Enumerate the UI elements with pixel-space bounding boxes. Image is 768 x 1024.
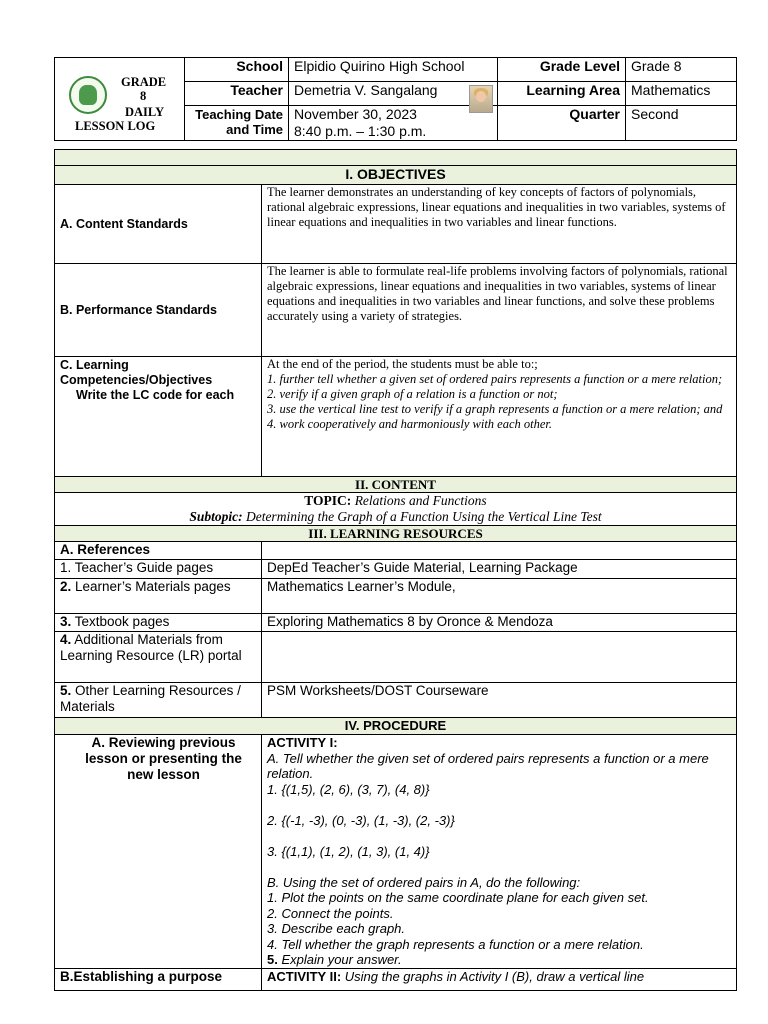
spacer-band [55,150,737,166]
lesson-log-page [54,57,736,991]
competency-item: 2. verify if a given graph of a relation is a function or not; [267,387,558,401]
school-logo-cell [55,58,185,141]
grade-label: GRADE [121,75,167,89]
content-title: II. CONTENT [55,477,737,493]
quarter-label: Quarter [498,106,626,141]
competencies-cell [262,357,737,477]
date-value: November 30, 2023 [294,106,417,122]
subtopic-line: Subtopic: Determining the Graph of a Function Using the Vertical Line Test [189,509,602,524]
references-label: A. References [55,542,262,560]
learning-area-value: Mathematics [626,82,737,106]
resource-label: 5. Other Learning Resources / Materials [55,683,262,718]
resource-value: Mathematics Learner’s Module, [262,579,737,614]
resource-label: 1. Teacher’s Guide pages [55,560,262,579]
ordered-pair-set: 2. {(-1, -3), (0, -3), (1, -3), (2, -3)} [267,812,455,828]
competencies-intro: At the end of the period, the students must be able to:; [267,357,538,371]
activity1-title: ACTIVITY I: [267,735,338,750]
performance-standards-text: The learner is able to formulate real-life problems involving factors of polynomials, rational algebraic expressions, linear equations and inequalities in two variables, systems of linear equations and inequalities in two variables and linear functions, and solve these problems accurately using a variety of strategies. [262,264,737,357]
activity1-cell [262,735,737,969]
competency-item: 3. use the vertical line test to verify if a graph represents a function or a mere relation; and [267,402,723,416]
resource-value: Exploring Mathematics 8 by Oronce & Mendoza [262,614,737,632]
teaching-date-label: Teaching Date and Time [185,106,289,141]
performance-standards-label: B. Performance Standards [55,264,262,357]
school-value: Elpidio Quirino High School [289,58,498,82]
activity2-cell: ACTIVITY II: Using the graphs in Activity I (B), draw a vertical line [262,968,737,990]
procedure-title: IV. PROCEDURE [55,718,737,735]
objectives-title: I. OBJECTIVES [55,166,737,185]
content-standards-label: A. Content Standards [55,185,262,264]
activity1-step: 3. Describe each graph. [267,921,406,936]
competency-item: 4. work cooperatively and harmoniously with each other. [267,417,553,431]
activity1-instruction-b: B. Using the set of ordered pairs in A, do the following: [267,874,581,890]
activity1-step: 2. Connect the points. [267,905,394,921]
reviewing-label: A. Reviewing previous lesson or presenting the new lesson [55,735,262,969]
date-time-cell [289,106,498,141]
grade-level-label: Grade Level [498,58,626,82]
resource-label: 4. Additional Materials from Learning Resource (LR) portal [55,632,262,683]
resource-value: DepEd Teacher’s Guide Material, Learning Package [262,560,737,579]
quarter-value: Second [626,106,737,141]
competencies-label: C. Learning Competencies/Objectives Write the LC code for each [55,357,262,477]
topic-cell [55,493,737,526]
header-table [54,57,737,141]
activity1-step: 4. Tell whether the graph represents a function or a mere relation. [267,936,644,952]
school-label: School [185,58,289,82]
lesson-log-label: LESSON LOG [75,119,156,133]
topic-line: TOPIC: Relations and Functions [304,493,487,508]
teacher-label: Teacher [185,82,289,106]
establishing-purpose-label: B.Establishing a purpose [55,968,262,990]
main-table [54,149,737,991]
resource-value [262,632,737,683]
activity1-instruction-a: A. Tell whether the given set of ordered pairs represents a function or a mere relation. [267,750,709,781]
learning-resources-title: III. LEARNING RESOURCES [55,526,737,542]
activity1-step: 1. Plot the points on the same coordinate plane for each given set. [267,890,649,905]
content-standards-text: The learner demonstrates an understanding of key concepts of factors of polynomials, rational algebraic expressions, linear equations and inequalities in two variables, systems of linear equations and inequalities in two variables and linear functions. [262,185,737,264]
school-seal-logo [69,76,107,114]
resource-value: PSM Worksheets/DOST Courseware [262,683,737,718]
grade-level-value: Grade 8 [626,58,737,82]
grade-number: 8 [140,89,147,103]
teacher-cell [289,82,498,106]
activity1-step: 5. Explain your answer. [267,952,402,967]
teacher-value: Demetria V. Sangalang [294,82,438,98]
teacher-photo [469,85,493,113]
resource-label: 2. Learner’s Materials pages [55,579,262,614]
resource-label: 3. Textbook pages [55,614,262,632]
competency-item: 1. further tell whether a given set of ordered pairs represents a function or a mere relation; [267,372,723,386]
ordered-pair-set: 3. {(1,1), (1, 2), (1, 3), (1, 4)} [267,843,430,859]
learning-area-label: Learning Area [498,82,626,106]
daily-label: DAILY [125,105,165,119]
time-value: 8:40 p.m. – 1:30 p.m. [294,123,427,139]
ordered-pair-set: 1. {(1,5), (2, 6), (3, 7), (4, 8)} [267,781,430,797]
